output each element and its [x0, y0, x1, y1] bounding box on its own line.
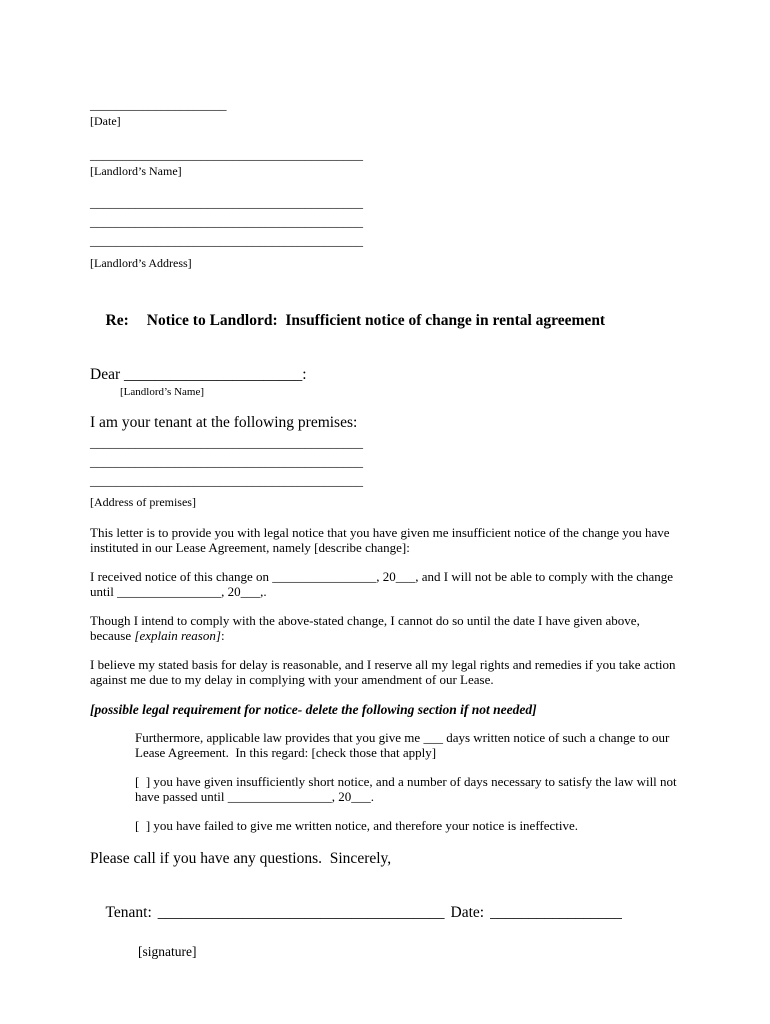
intent-suffix: :	[220, 627, 225, 643]
tenant-label: Tenant:	[105, 903, 152, 921]
landlord-address-blank-line-2: __________________________________________	[90, 214, 363, 229]
closing-line: Please call if you have any questions. Sincerely,	[90, 849, 392, 867]
landlord-address-blank-line-1: __________________________________________	[90, 195, 363, 210]
signature-label: [signature]	[138, 943, 197, 959]
paragraph-received-notice: I received notice of this change on ________________, 20___, and I will not be able to comply with the change until ________________, 20___,.	[90, 569, 677, 599]
premises-blank-line-2: __________________________________________	[90, 454, 363, 469]
premises-blank-line-3: __________________________________________	[90, 473, 363, 488]
re-prefix: Re:	[105, 312, 129, 329]
tenant-signature-row	[90, 883, 682, 943]
landlord-address-blank-line-3: __________________________________________	[90, 233, 363, 248]
intent-text: Though I intend to comply with the above-stated change, I cannot do so until the date I have given above, because	[90, 613, 644, 643]
paragraph-insufficient-notice: This letter is to provide you with legal notice that you have given me insufficient notice of the change you have instituted in our Lease Agreement, namely [describe change]:	[90, 525, 673, 555]
paragraph-furthermore: Furthermore, applicable law provides that you give me ___ days written notice of such a change to our Lease Agreement. In this regard: [check those that apply]	[135, 730, 673, 760]
tenant-signature-blank: _____________________________________	[157, 903, 445, 921]
premises-blank-line-1: __________________________________________	[90, 435, 363, 450]
checkbox-option-short-notice: [ ] you have given insufficiently short notice, and a number of days necessary to satisfy the law will not have passed until ________________, 20___.	[135, 774, 680, 804]
re-subject-title: Notice to Landlord: Insufficient notice of change in rental agreement	[146, 312, 606, 329]
explain-reason-placeholder: [explain reason]	[134, 627, 221, 643]
salutation: Dear _______________________:	[90, 366, 307, 383]
legal-requirement-section	[135, 731, 682, 834]
salutation-sublabel: [Landlord’s Name]	[120, 386, 204, 398]
landlord-name-label: [Landlord’s Name]	[90, 164, 182, 178]
premises-intro: I am your tenant at the following premises:	[90, 414, 358, 431]
date-field-label: Date:	[450, 903, 485, 921]
paragraph-intent-to-comply	[90, 614, 682, 643]
premises-label: [Address of premises]	[90, 495, 196, 509]
landlord-address-label: [Landlord’s Address]	[90, 256, 192, 270]
legal-requirement-note: [possible legal requirement for notice- delete the following section if not needed]	[90, 702, 537, 717]
paragraph-reserve-rights: I believe my stated basis for delay is reasonable, and I reserve all my legal rights and remedies if you take action against me due to my delay in complying with your amendment of our Lease.	[90, 657, 679, 687]
landlord-name-blank-line: __________________________________________	[90, 147, 363, 162]
date-blank-line: _____________________	[90, 97, 227, 112]
date-label: [Date]	[90, 114, 121, 128]
checkbox-option-no-written-notice: [ ] you have failed to give me written notice, and therefore your notice is ineffective.	[135, 818, 579, 833]
date-field-blank: _________________	[490, 903, 622, 921]
re-subject-line	[90, 291, 682, 351]
